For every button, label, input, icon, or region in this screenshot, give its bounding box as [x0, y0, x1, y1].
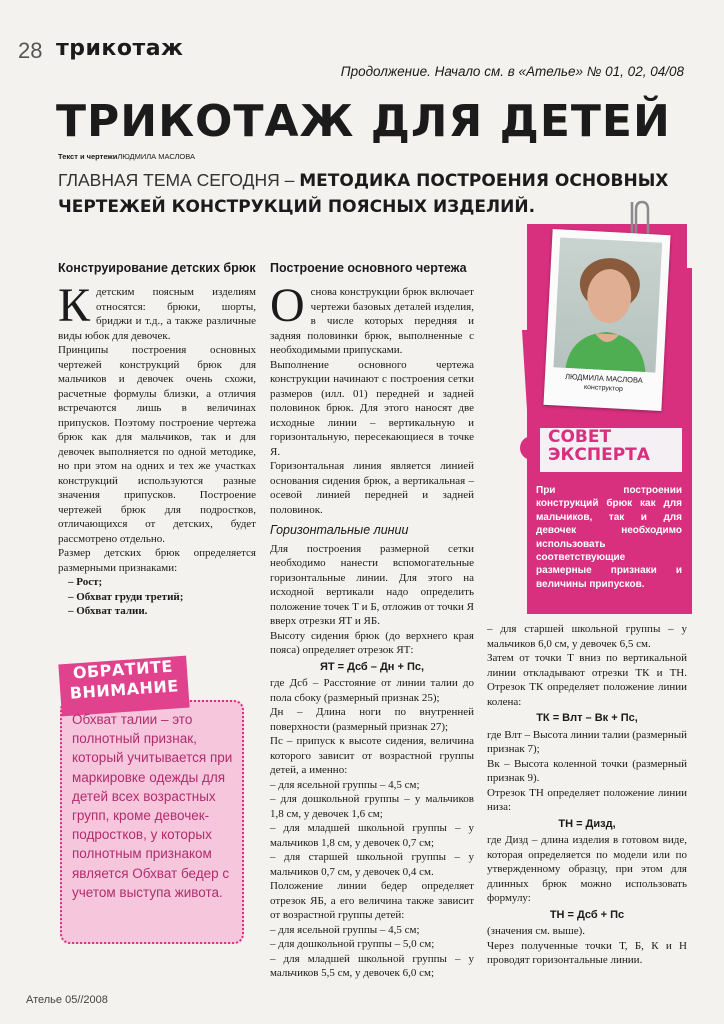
col3-p5: где Дизд – длина изделия в готовом виде, которая определяется по модели или по утвержденному образцу, при этом для длинных брюк можно использовать формулу:	[487, 834, 687, 904]
col1-list-item: – Рост;	[68, 576, 103, 588]
col3-p6: (значения см. выше).	[487, 925, 586, 937]
col2-text	[270, 279, 474, 981]
col2-p9: Положение линии бедер определяет отрезок ЯБ, а его величина также зависит от возрастной группы детей:	[270, 880, 474, 921]
col1-p3: Размер детских брюк определяется размерными признаками:	[58, 547, 256, 574]
col2-dropcap: О	[270, 279, 305, 332]
col2-p8: Пс – припуск к высоте сидения, величина которого зависит от возрастной группы детей, а именно:	[270, 735, 474, 776]
col2-subheading: Горизонтальные линии	[270, 523, 409, 537]
col3-p4: Отрезок ТН определяет положение линии низа:	[487, 786, 687, 813]
credit-name: ЛЮДМИЛА МАСЛОВА	[117, 152, 196, 161]
col2-p3: Горизонтальная линия является линией основания сидения брюк, а вертикальная – осевой линией передней и задней половинок.	[270, 460, 474, 516]
col2-p7: Дн – Длина ноги по внутренней поверхности (размерный признак 27);	[270, 706, 474, 733]
col2-list1-item: – для ясельной группы – 4,5 см;	[270, 778, 420, 791]
col2-list1-item: – для младшей школьной группы – у мальчиков 1,8 см, у девочек 0,7 см;	[270, 822, 474, 849]
column-3	[487, 622, 687, 968]
lede-light: ГЛАВНАЯ ТЕМА СЕГОДНЯ –	[58, 170, 295, 190]
col2-p4: Для построения размерной сетки необходимо нанести вспомогательные горизонтальные линии. Для этого на исходной вертикали надо определить положение точек Т и Б, отложив от точки Я вверх отрезки ЯТ и ЯБ.	[270, 542, 474, 627]
col1-p1: детским поясным изделиям относятся: брюки, шорты, бриджи и т.д., а также различные виды юбок для девочек.	[58, 286, 256, 342]
col2-list1-item: – для дошкольной группы – у мальчиков 1,8 см, у девочек 1,6 см;	[270, 793, 474, 820]
col1-text	[58, 279, 256, 619]
expert-card-edge	[684, 268, 692, 614]
col2-list2-item: – для ясельной группы – 4,5 см;	[270, 923, 420, 936]
col1-p2: Принципы построения основных чертежей конструкций брюк для мальчиков и девочек очень схожи, расчетные формулы близки, а отличия встречаются лишь в величинах припусков. Поэтому построение чертежа брюк как для мальчиков, так и для девочек выполняется по одной методике, но при этом на одних и тех же участках конструкций используются разные значения припусков. Построение чертежей брюк для подростков, отличающихся от детских, будет рассмотрено отдельно.	[58, 344, 256, 545]
formula-tk: ТК = Влт – Вк + Пс,	[536, 712, 638, 724]
expert-photo-card	[543, 229, 670, 411]
expert-name: ЛЮДМИЛА МАСЛОВА	[564, 371, 643, 385]
col2-list2-item: – для дошкольной группы – 5,0 см;	[270, 938, 435, 950]
attention-text: Обхват талии – это полнотный признак, который учитывается при маркировке одежды для детей всех возрастных групп, кроме девочек-подростков, у которых полнотным признаком является Обхват бедер с учетом выступа живота.	[72, 712, 233, 900]
col1-list-item: – Обхват груди третий;	[68, 590, 184, 603]
col2-list2-item: – для младшей школьной группы – у мальчиков 5,5 см, у девочек 6,0 см;	[270, 952, 474, 979]
page-number: 28	[18, 38, 43, 63]
col2-list1-item: – для старшей школьной группы – у мальчиков 0,7 см, у девочек 0,4 см.	[270, 851, 474, 878]
col2-heading: Построение основного чертежа	[270, 261, 467, 275]
expert-photo	[553, 237, 662, 372]
expert-heading-line1: СОВЕТ	[548, 427, 612, 447]
author-credit	[58, 152, 195, 161]
continuation-note: Продолжение. Начало см. в «Ателье» № 01, 02, 04/08	[340, 64, 684, 79]
column-1	[58, 262, 256, 619]
attention-tag-line2: ВНИМАНИЕ	[69, 676, 180, 703]
col1-list-item: – Обхват талии.	[68, 605, 148, 617]
credit-label: Текст и чертежи	[58, 152, 118, 161]
lede	[58, 168, 678, 220]
col3-p3: Вк – Высота коленной точки (размерный признак 9).	[487, 757, 687, 784]
col3-p2: где Влт – Высота линии талии (размерный признак 7);	[487, 728, 687, 755]
col3-p1: Затем от точки Т вниз по вертикальной линии откладывают отрезки ТК и ТН. Отрезок ТК определяет положение линии колена:	[487, 652, 687, 708]
formula-yat: ЯТ = Дсб – Дн + Пс,	[319, 660, 425, 673]
lede-bold: МЕТОДИКА ПОСТРОЕНИЯ ОСНОВНЫХ ЧЕРТЕЖЕЙ КОНСТРУКЦИЙ ПОЯСНЫХ ИЗДЕЛИЙ.	[58, 171, 669, 217]
article-title: ТРИКОТАЖ ДЛЯ ДЕТЕЙ	[56, 96, 671, 147]
portrait-image	[553, 237, 662, 372]
col3-p7: Через полученные точки Т, Б, К и Н проводят горизонтальные линии.	[487, 939, 687, 966]
col3-l1: – для старшей школьной группы – у мальчиков 6,0 см, у девочек 6,5 см.	[487, 623, 687, 650]
section-title: трикотаж	[56, 36, 184, 61]
col2-p2: Выполнение основного чертежа конструкции начинают с построения сетки размеров (илл. 01) передней и задней половинок брюк. Для этого наносят две исходные линии – вертикальную и горизонтальную, пересекающиеся в точке Я.	[270, 358, 474, 458]
col2-p1: снова конструкции брюк включает чертежи базовых деталей изделия, в числе которых передняя и задняя половинки брюк, выполненные с необходимыми припусками.	[270, 286, 474, 356]
expert-role: конструктор	[583, 383, 624, 393]
attention-tag-line1: ОБРАТИТЕ	[72, 656, 174, 683]
column-2	[270, 262, 474, 981]
expert-heading	[540, 428, 682, 472]
col3-text	[487, 622, 687, 968]
attention-tag	[58, 656, 189, 717]
col1-dropcap: К	[58, 279, 91, 332]
formula-tn: ТН = Дизд,	[558, 817, 616, 830]
expert-tip-text: При построении конструкций брюк как для мальчиков, так и для девочек необходимо использовать соответствующие размерные признаки и величины припусков.	[536, 485, 682, 590]
col2-p6: где Дсб – Расстояние от линии талии до пола сбоку (размерный признак 25);	[270, 677, 474, 704]
col1-heading: Конструирование детских брюк	[58, 261, 256, 275]
col2-p5: Высоту сидения брюк (до верхнего края пояса) определяет отрезок ЯТ:	[270, 629, 474, 656]
expert-heading-line2: ЭКСПЕРТА	[548, 445, 650, 465]
formula-tn-long: ТН = Дсб + Пс	[549, 908, 625, 921]
page-footer: Ателье 05//2008	[26, 994, 108, 1006]
